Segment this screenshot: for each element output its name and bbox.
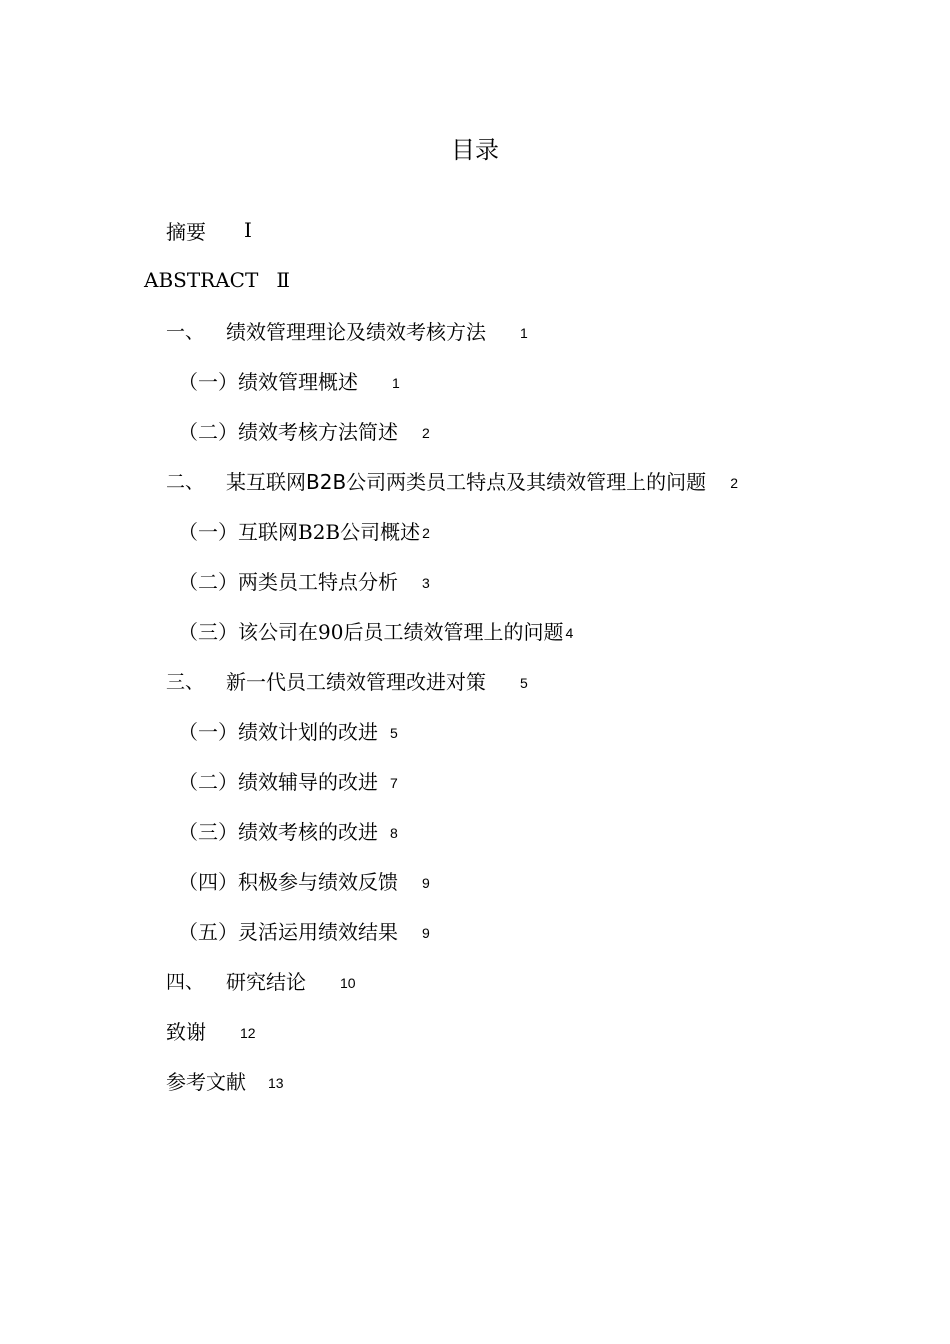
toc-entry-text: （二）两类员工特点分析 <box>178 569 398 594</box>
toc-entry-text: （二）绩效辅导的改进 <box>178 769 378 794</box>
toc-chapter-number: 三、 <box>166 670 205 693</box>
toc-entry-chapter-4[interactable] <box>0 955 950 1005</box>
toc-entry-text: （一）绩效计划的改进 <box>178 719 378 744</box>
toc-page-number: 2 <box>422 525 430 541</box>
toc-entry-text: （五）灵活运用绩效结果 <box>178 919 398 944</box>
toc-page-number: 9 <box>422 925 430 941</box>
toc-page-number: 9 <box>422 875 430 891</box>
toc-entry-text: （一）互联网B2B公司概述 <box>178 519 421 544</box>
toc-page-number: 13 <box>268 1075 284 1091</box>
toc-entry-section[interactable] <box>0 605 950 655</box>
toc-chapter-number: 一、 <box>166 320 205 343</box>
toc-entry-chapter-1[interactable] <box>0 305 950 355</box>
toc-entry-section[interactable] <box>0 555 950 605</box>
toc-entry-abstract-cn[interactable] <box>0 205 950 255</box>
toc-entry-text: 参考文献 <box>166 1069 246 1094</box>
table-of-contents <box>0 205 950 1105</box>
toc-entry-section[interactable] <box>0 355 950 405</box>
toc-page-number: 2 <box>422 425 430 441</box>
toc-entry-text: （二）绩效考核方法简述 <box>178 419 398 444</box>
toc-entry-text: 绩效管理理论及绩效考核方法 <box>226 319 487 344</box>
toc-entry-text: 新一代员工绩效管理改进对策 <box>226 669 487 694</box>
toc-page-number: Ⅱ <box>276 268 290 292</box>
toc-chapter-number: 四、 <box>166 970 205 993</box>
toc-entry-chapter-2[interactable] <box>0 455 950 505</box>
toc-entry-section[interactable] <box>0 755 950 805</box>
toc-chapter-number: 二、 <box>166 470 205 493</box>
toc-page-number: 8 <box>390 825 398 841</box>
toc-entry-section[interactable] <box>0 905 950 955</box>
toc-page-number: Ⅰ <box>244 218 252 242</box>
toc-entry-abstract-en[interactable] <box>0 255 950 305</box>
toc-page-number: 2 <box>730 475 738 491</box>
toc-page-number: 5 <box>520 675 528 691</box>
toc-page-number: 1 <box>392 375 400 391</box>
toc-entry-acknowledgements[interactable] <box>0 1005 950 1055</box>
toc-entry-text: （一）绩效管理概述 <box>178 369 358 394</box>
toc-entry-text: 摘要 <box>166 219 206 244</box>
toc-page-number: 3 <box>422 575 430 591</box>
toc-page-number: 7 <box>390 775 398 791</box>
page-title: 目录 <box>451 136 499 164</box>
toc-entry-references[interactable] <box>0 1055 950 1105</box>
toc-page-number: 5 <box>390 725 398 741</box>
toc-entry-text: ABSTRACT <box>144 268 259 292</box>
toc-entry-section[interactable] <box>0 855 950 905</box>
toc-entry-text: （三）该公司在90后员工绩效管理上的问题 <box>178 619 564 644</box>
toc-page-number: 12 <box>240 1025 256 1041</box>
toc-entry-section[interactable] <box>0 805 950 855</box>
toc-entry-text: （三）绩效考核的改进 <box>178 819 378 844</box>
toc-entry-text: 致谢 <box>166 1019 206 1044</box>
toc-entry-chapter-3[interactable] <box>0 655 950 705</box>
toc-page-number: 4 <box>565 625 574 641</box>
toc-entry-text: 某互联网B2B公司两类员工特点及其绩效管理上的问题 <box>226 469 707 494</box>
toc-entry-text: （四）积极参与绩效反馈 <box>178 869 398 894</box>
toc-entry-section[interactable] <box>0 505 950 555</box>
toc-entry-section[interactable] <box>0 705 950 755</box>
toc-page-number: 1 <box>520 325 528 341</box>
toc-page-number: 10 <box>340 975 356 991</box>
toc-entry-section[interactable] <box>0 405 950 455</box>
toc-entry-text: 研究结论 <box>226 969 307 994</box>
